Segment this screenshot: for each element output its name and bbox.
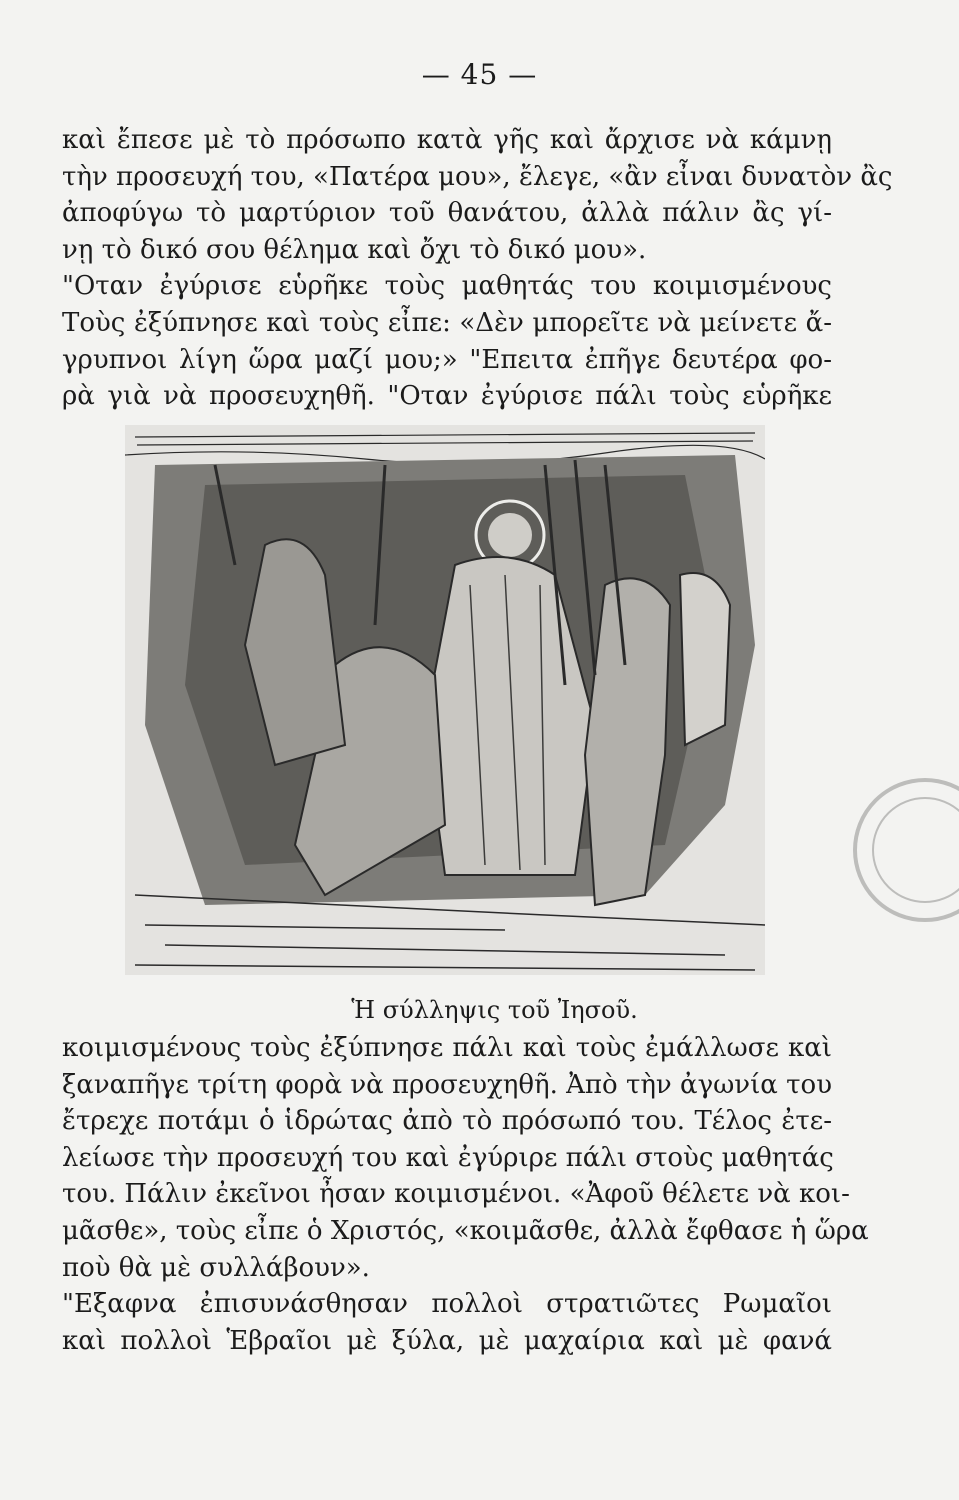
text-line: τὴν προσευχή του, «Πατέρα μου», ἔλεγε, «ἂν εἶναι δυνατὸν ἂς	[62, 161, 893, 192]
arrest-of-jesus-engraving	[125, 425, 765, 975]
paragraph-top	[62, 122, 893, 415]
illustration-caption: Ἡ σύλληψις τοῦ Ἰησοῦ.	[351, 996, 638, 1024]
text-line: ρὰ γιὰ νὰ προσευχηθῆ. "Οταν ἐγύρισε πάλι τοὺς εὑρῆκε	[62, 381, 832, 412]
text-line: λείωσε τὴν προσευχή του καὶ ἐγύριρε πάλι στοὺς μαθητάς	[62, 1142, 834, 1173]
page-number: — 45 —	[421, 58, 538, 91]
text-line: καὶ ἔπεσε μὲ τὸ πρόσωπο κατὰ γῆς καὶ ἄρχισε νὰ κάμνῃ	[62, 125, 832, 155]
library-stamp	[845, 770, 959, 930]
text-line: ἀποφύγω τὸ μαρτύριον τοῦ θανάτου, ἀλλὰ πάλιν ἂς γί-	[62, 198, 832, 229]
text-line: "Εξαφνα ἐπισυνάσθησαν πολλοὶ στρατιῶτες Ρωμαῖοι	[62, 1289, 832, 1320]
paragraph-bottom	[62, 1030, 869, 1359]
text-line: ἔτρεχε ποτάμι ὁ ἱδρώτας ἀπὸ τὸ πρόσωπό του. Τέλος ἐτε-	[62, 1106, 832, 1137]
text-line: Τοὺς ἐξύπνησε καὶ τοὺς εἶπε: «Δὲν μπορεῖτε νὰ μείνετε ἄ-	[62, 307, 832, 338]
text-line: κοιμισμένους τοὺς ἐξύπνησε πάλι καὶ τοὺς ἐμάλλωσε καὶ	[62, 1033, 832, 1063]
text-line: ξαναπῆγε τρίτη φορὰ νὰ προσευχηθῆ. Ἀπὸ τὴν ἀγωνία του	[62, 1069, 832, 1100]
text-line: του. Πάλιν ἐκεῖνοι ἦσαν κοιμισμένοι. «Ἀφοῦ θέλετε νὰ κοι-	[62, 1179, 850, 1210]
text-line: "Οταν ἐγύρισε εὑρῆκε τοὺς μαθητάς του κοιμισμένους	[62, 271, 832, 302]
text-line: γρυπνοι λίγη ὥρα μαζί μου;» "Επειτα ἐπῆγε δευτέρα φο-	[62, 344, 832, 375]
text-line: καὶ πολλοὶ Ἑβραῖοι μὲ ξύλα, μὲ μαχαίρια καὶ μὲ φανά	[62, 1325, 832, 1356]
text-line: νῃ τὸ δικό σου θέλημα καὶ ὄχι τὸ δικό μου».	[62, 234, 647, 265]
text-line: μᾶσθε», τοὺς εἶπε ὁ Χριστός, «κοιμᾶσθε, ἀλλὰ ἔφθασε ἡ ὥρα	[62, 1215, 869, 1246]
text-line: ποὺ θὰ μὲ συλλάβουν».	[62, 1252, 370, 1283]
